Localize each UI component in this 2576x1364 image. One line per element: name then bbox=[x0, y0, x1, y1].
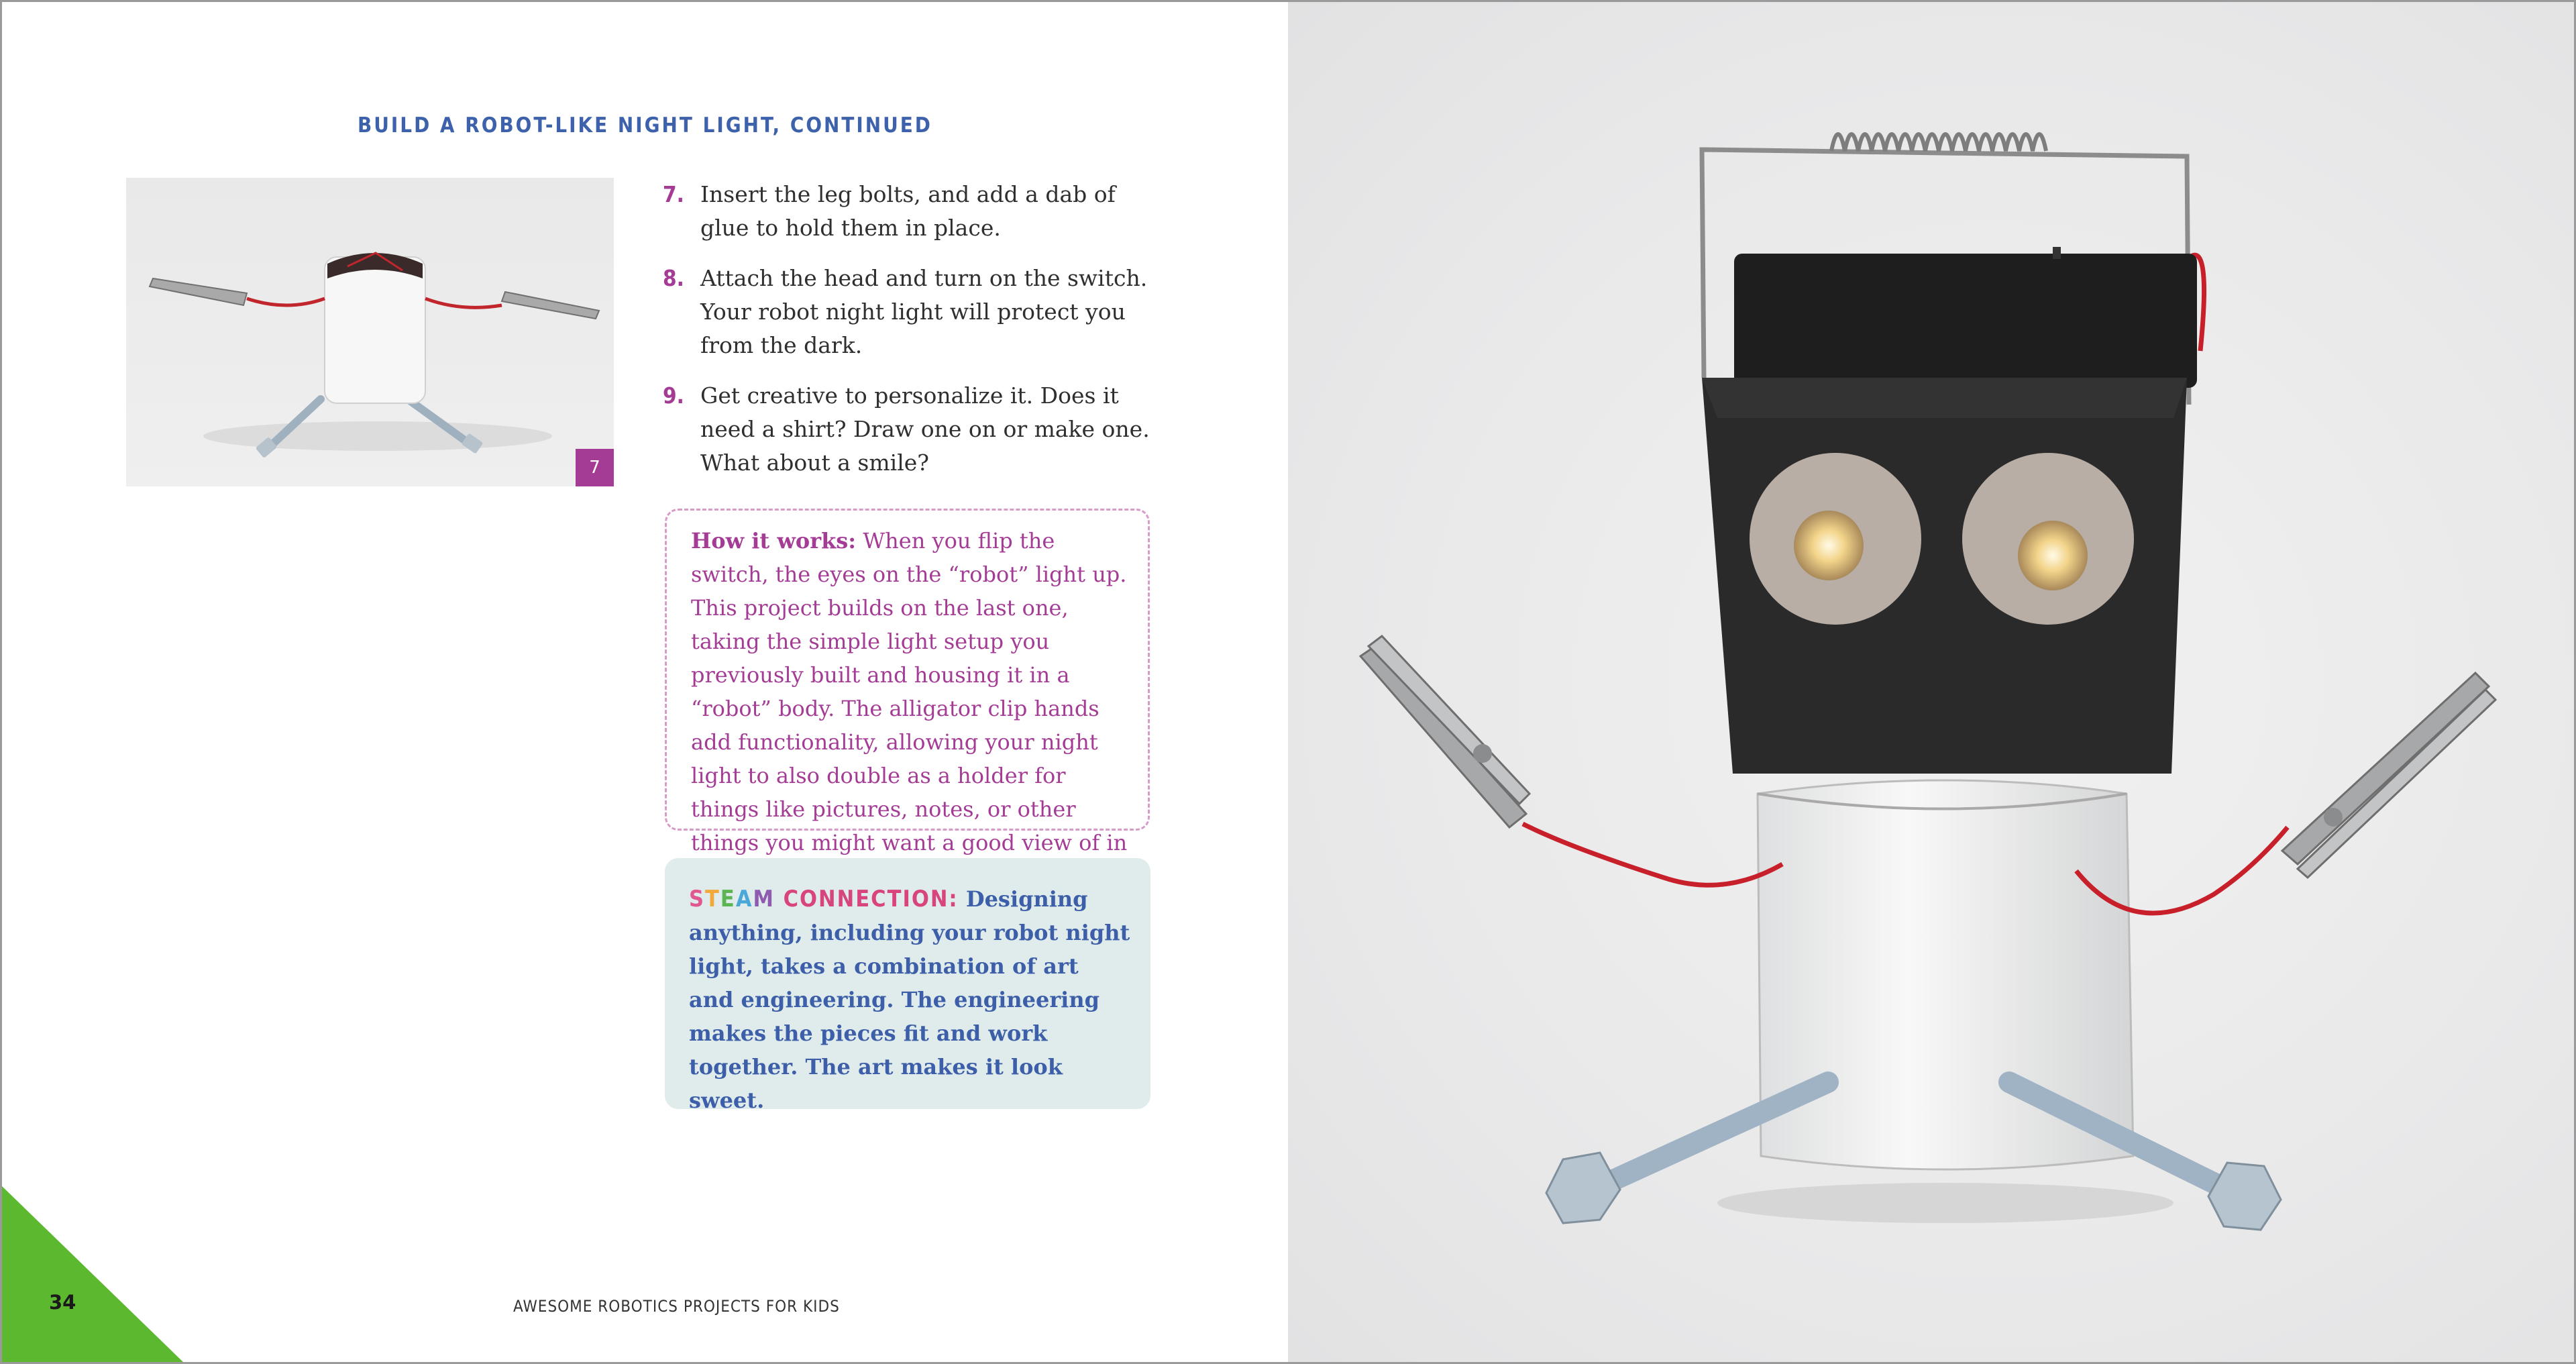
step-item bbox=[663, 262, 1152, 362]
steam-letter: E bbox=[720, 886, 736, 912]
page-number: 34 bbox=[49, 1291, 76, 1314]
steam-connection-word: CONNECTION: bbox=[783, 886, 959, 912]
step-number: 8. bbox=[663, 265, 684, 291]
step-text: Get creative to personalize it. Does it need a shirt? Draw one on or make one. What about a smile? bbox=[700, 382, 1150, 476]
how-it-works-text: When you flip the switch, the eyes on the “robot” light up. This project builds on the last one, taking the simple light setup you previously built and housing it in a “robot” body. The alligator clip hands add functionality, allowing your night light to also double as a holder for things like pictures, notes, or other things you might want a good view of in bbox=[691, 528, 1128, 855]
how-it-works-label: How it works: bbox=[691, 528, 857, 554]
left-alligator-clip bbox=[1360, 636, 1529, 827]
robot-night-light-photo bbox=[1288, 2, 2574, 1362]
right-page-photo bbox=[1288, 2, 2574, 1362]
step-badge: 7 bbox=[576, 449, 614, 486]
green-corner-decoration bbox=[2, 1186, 190, 1362]
step-list bbox=[663, 178, 1152, 496]
step-text: Attach the head and turn on the switch. Your robot night light will protect you from the dark. bbox=[700, 265, 1148, 358]
steam-letter: S bbox=[689, 886, 706, 912]
steam-letter: T bbox=[705, 886, 720, 912]
steam-connection-box bbox=[665, 858, 1150, 1113]
step-item bbox=[663, 178, 1152, 245]
step-number: 9. bbox=[663, 382, 684, 409]
small-robot-body-illustration bbox=[126, 178, 614, 486]
step-text: Insert the leg bolts, and add a dab of glue to hold them in place. bbox=[700, 181, 1116, 241]
left-eye bbox=[1750, 453, 1921, 625]
steam-connection-label bbox=[689, 886, 959, 912]
book-title-footer: AWESOME ROBOTICS PROJECTS FOR KIDS bbox=[513, 1297, 840, 1316]
steam-connection-text: Designing anything, including your robot night light, takes a combination of art and engineering. The engineering makes the pieces fit and work together. The art makes it look sweet. bbox=[689, 886, 1130, 1113]
right-eye bbox=[1962, 453, 2134, 625]
right-alligator-clip bbox=[2282, 673, 2496, 878]
running-title: BUILD A ROBOT-LIKE NIGHT LIGHT, CONTINUED bbox=[358, 113, 932, 138]
spring bbox=[1831, 134, 2046, 151]
steam-letter: A bbox=[735, 886, 753, 912]
how-it-works-box bbox=[665, 509, 1150, 855]
step-item bbox=[663, 379, 1152, 480]
step-7-photo bbox=[126, 178, 614, 486]
steam-letter: M bbox=[753, 886, 775, 912]
left-page bbox=[2, 2, 1288, 1362]
step-number: 7. bbox=[663, 181, 684, 207]
